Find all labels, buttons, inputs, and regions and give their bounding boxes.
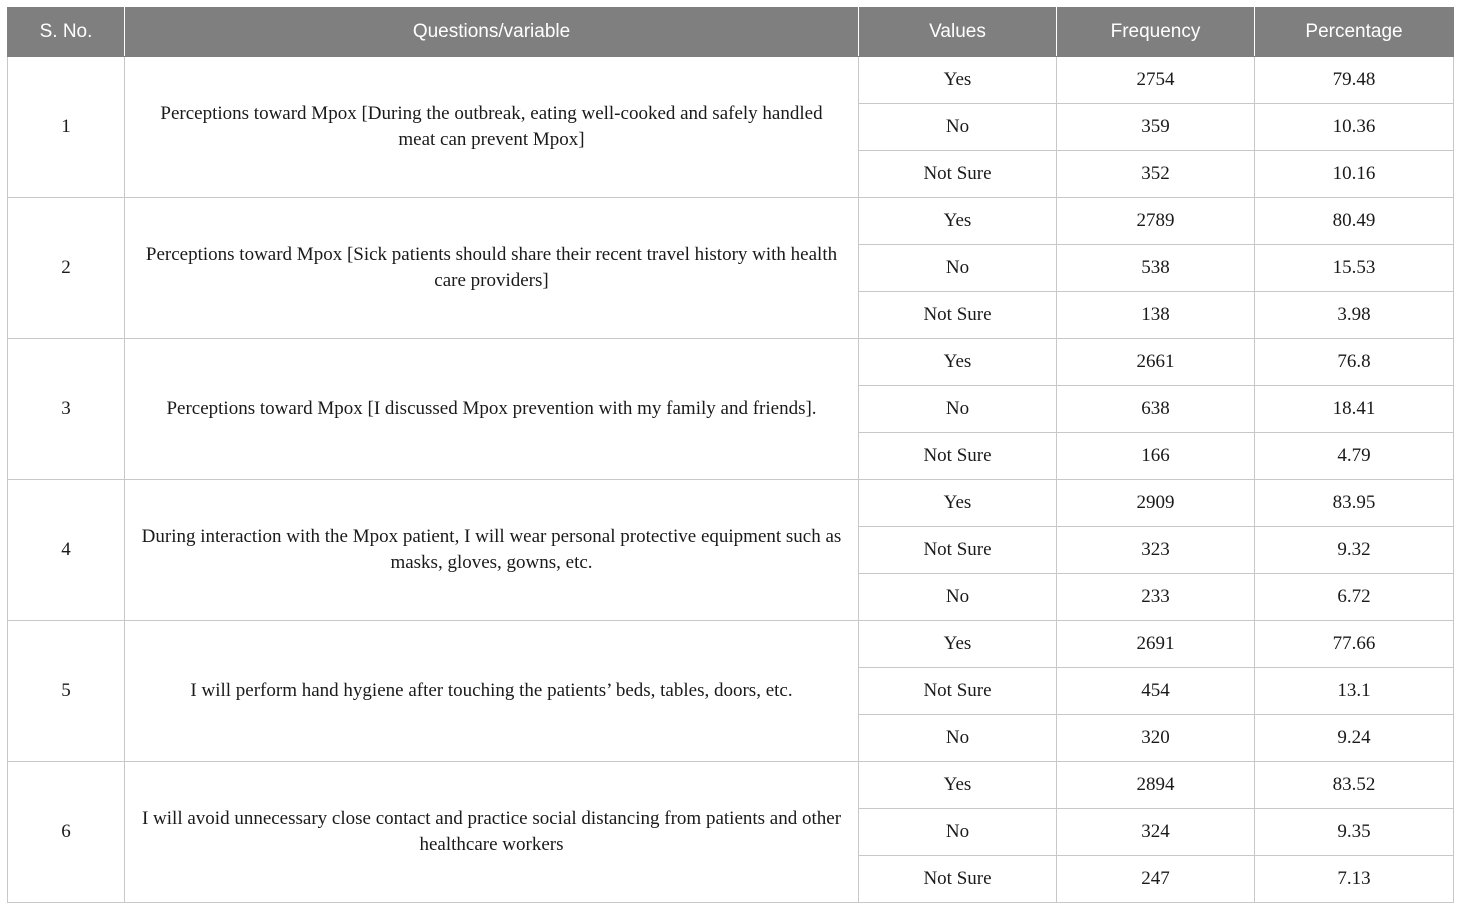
cell-value: Yes (859, 339, 1057, 386)
cell-value: Yes (859, 57, 1057, 104)
cell-frequency: 352 (1057, 151, 1255, 198)
cell-value: No (859, 386, 1057, 433)
table-body (8, 57, 1454, 903)
cell-value: Not Sure (859, 433, 1057, 480)
cell-sno: 4 (8, 480, 125, 621)
cell-frequency: 138 (1057, 292, 1255, 339)
cell-frequency: 2909 (1057, 480, 1255, 527)
cell-value: Not Sure (859, 527, 1057, 574)
cell-frequency: 233 (1057, 574, 1255, 621)
cell-percentage: 10.16 (1255, 151, 1454, 198)
cell-frequency: 324 (1057, 809, 1255, 856)
cell-percentage: 83.95 (1255, 480, 1454, 527)
cell-question: Perceptions toward Mpox [During the outbreak, eating well-cooked and safely handled meat can prevent Mpox] (125, 57, 859, 198)
cell-question: Perceptions toward Mpox [I discussed Mpox prevention with my family and friends]. (125, 339, 859, 480)
cell-question: During interaction with the Mpox patient, I will wear personal protective equipment such as masks, gloves, gowns, etc. (125, 480, 859, 621)
cell-percentage: 10.36 (1255, 104, 1454, 151)
cell-question: I will perform hand hygiene after touching the patients’ beds, tables, doors, etc. (125, 621, 859, 762)
cell-question: I will avoid unnecessary close contact and practice social distancing from patients and other healthcare workers (125, 762, 859, 903)
cell-value: Yes (859, 621, 1057, 668)
table-container (7, 7, 1453, 903)
cell-frequency: 638 (1057, 386, 1255, 433)
cell-percentage: 9.35 (1255, 809, 1454, 856)
cell-sno: 1 (8, 57, 125, 198)
cell-value: No (859, 715, 1057, 762)
cell-sno: 6 (8, 762, 125, 903)
cell-sno: 3 (8, 339, 125, 480)
cell-percentage: 18.41 (1255, 386, 1454, 433)
cell-percentage: 9.24 (1255, 715, 1454, 762)
cell-frequency: 2894 (1057, 762, 1255, 809)
header-sno: S. No. (8, 8, 125, 57)
cell-value: Not Sure (859, 151, 1057, 198)
cell-percentage: 7.13 (1255, 856, 1454, 903)
cell-frequency: 2691 (1057, 621, 1255, 668)
cell-value: No (859, 809, 1057, 856)
cell-frequency: 323 (1057, 527, 1255, 574)
cell-percentage: 76.8 (1255, 339, 1454, 386)
cell-frequency: 166 (1057, 433, 1255, 480)
cell-value: No (859, 245, 1057, 292)
cell-value: Not Sure (859, 292, 1057, 339)
cell-question: Perceptions toward Mpox [Sick patients should share their recent travel history with health care providers] (125, 198, 859, 339)
table-header (8, 8, 1454, 57)
header-row (8, 8, 1454, 57)
cell-sno: 2 (8, 198, 125, 339)
cell-value: Not Sure (859, 856, 1057, 903)
cell-value: No (859, 104, 1057, 151)
cell-value: Yes (859, 480, 1057, 527)
cell-percentage: 6.72 (1255, 574, 1454, 621)
cell-percentage: 83.52 (1255, 762, 1454, 809)
cell-percentage: 13.1 (1255, 668, 1454, 715)
table-row (8, 480, 1454, 527)
cell-frequency: 247 (1057, 856, 1255, 903)
cell-value: Not Sure (859, 668, 1057, 715)
cell-frequency: 2661 (1057, 339, 1255, 386)
cell-frequency: 359 (1057, 104, 1255, 151)
cell-frequency: 454 (1057, 668, 1255, 715)
header-question: Questions/variable (125, 8, 859, 57)
cell-value: No (859, 574, 1057, 621)
cell-percentage: 9.32 (1255, 527, 1454, 574)
table-row (8, 621, 1454, 668)
cell-value: Yes (859, 198, 1057, 245)
cell-percentage: 4.79 (1255, 433, 1454, 480)
table-row (8, 339, 1454, 386)
table-row (8, 198, 1454, 245)
header-values: Values (859, 8, 1057, 57)
cell-value: Yes (859, 762, 1057, 809)
table-row (8, 57, 1454, 104)
cell-sno: 5 (8, 621, 125, 762)
cell-frequency: 2754 (1057, 57, 1255, 104)
cell-percentage: 15.53 (1255, 245, 1454, 292)
cell-percentage: 77.66 (1255, 621, 1454, 668)
cell-percentage: 80.49 (1255, 198, 1454, 245)
header-percentage: Percentage (1255, 8, 1454, 57)
cell-percentage: 79.48 (1255, 57, 1454, 104)
cell-frequency: 320 (1057, 715, 1255, 762)
cell-frequency: 538 (1057, 245, 1255, 292)
cell-frequency: 2789 (1057, 198, 1255, 245)
header-frequency: Frequency (1057, 8, 1255, 57)
cell-percentage: 3.98 (1255, 292, 1454, 339)
perceptions-table (7, 7, 1454, 903)
table-row (8, 762, 1454, 809)
